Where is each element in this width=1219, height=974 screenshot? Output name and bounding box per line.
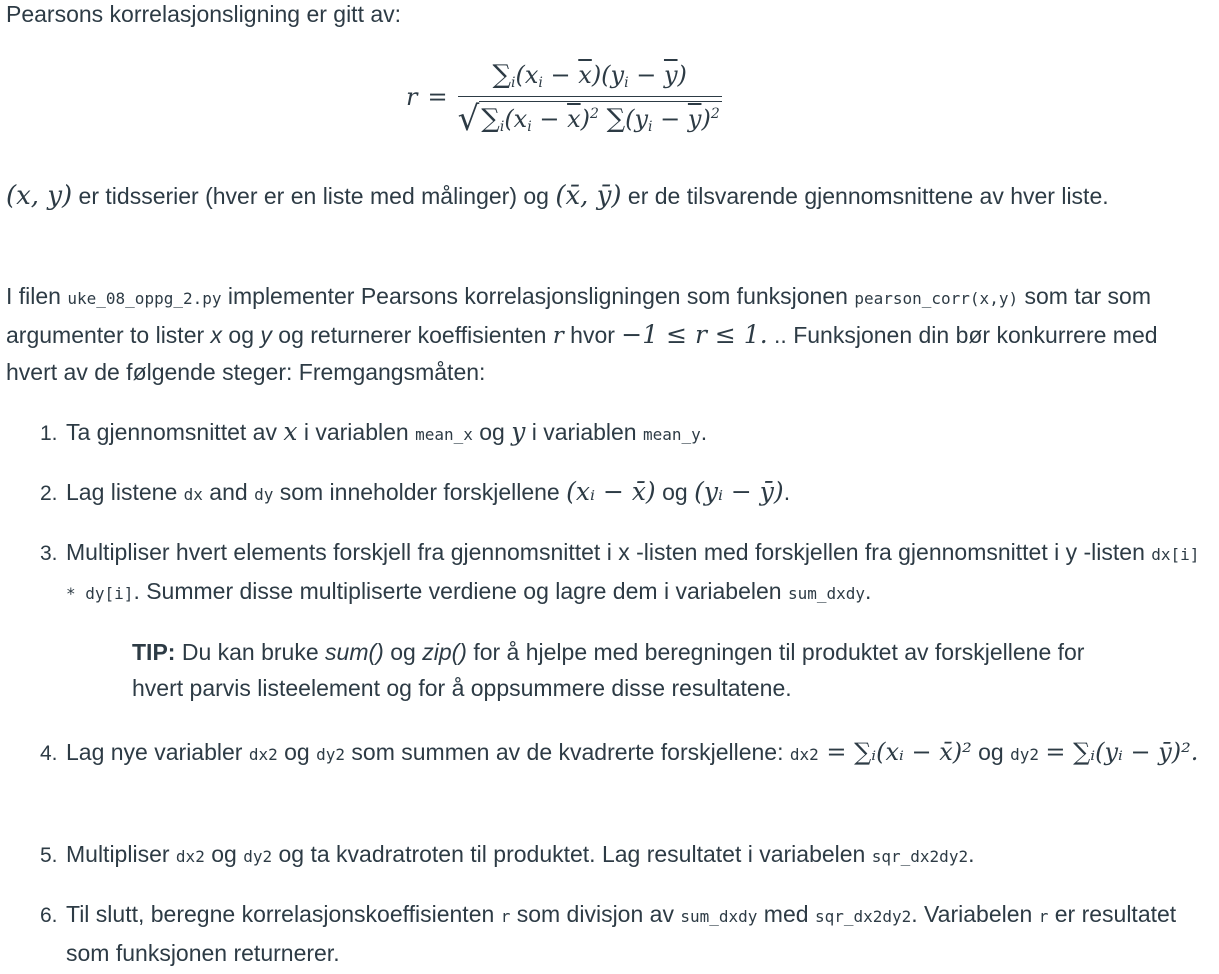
- formula-numerator: $\sum_i(x_i - \overline{x})(y_i - \overline{y})$: [492, 60, 687, 91]
- step-number: 5.: [40, 844, 58, 867]
- list-item: [40, 414, 1210, 452]
- para2-t1: I filen: [6, 283, 68, 309]
- step-text: Lag listene dx and dy som inneholder forskjellene (xᵢ − x̄) og (yᵢ − ȳ).: [66, 477, 791, 506]
- para2-r: r: [552, 323, 564, 349]
- tip-label: TIP:: [132, 639, 176, 665]
- math-xy: (x, y): [6, 181, 73, 211]
- pearson-formula: [406, 58, 722, 139]
- step-text: Lag nye variabler dx2 og dy2 som summen av de kvadrerte forskjellene: dx2 = ∑ᵢ(xᵢ − x̄)² og dy2 = ∑ᵢ(yᵢ − ȳ)².: [66, 738, 1199, 766]
- tip-box: TIP: Du kan bruke sum() og zip() for å hjelpe med beregningen til produktet av forskjellene for hvert parvis listeelement og for å oppsummere disse resultatene.: [132, 639, 1085, 701]
- filename-code: uke_08_oppg_2.py: [67, 289, 222, 308]
- para2-x: x: [210, 322, 223, 348]
- step-number: 2.: [40, 482, 58, 505]
- step-number: 1.: [40, 422, 58, 445]
- para1-text2: er de tilsvarende gjennomsnittene av hver liste.: [621, 183, 1109, 209]
- list-item: [40, 534, 1210, 604]
- step-number: 3.: [40, 542, 58, 565]
- step-text: Til slutt, beregne korrelasjonskoeffisienten r som divisjon av sum_dxdy med sqr_dx2dy2. Variabelen r er resultatet som funksjonen returnerer.: [66, 901, 1177, 966]
- para2-t4: og: [222, 322, 261, 348]
- para2-t3: som tar som argumenter to lister: [6, 283, 1152, 348]
- para2-t5: og returnerer koeffisienten: [271, 322, 553, 348]
- list-item: [40, 896, 1210, 966]
- para2-t6: hvor: [563, 322, 622, 348]
- list-item: [40, 836, 1210, 874]
- paragraph-task: [6, 278, 1211, 390]
- step-text: Multipliser dx2 og dy2 og ta kvadratroten til produktet. Lag resultatet i variabelen sqr_dx2dy2.: [66, 841, 975, 867]
- para2-y: y: [260, 322, 272, 348]
- formula-lhs: r: [406, 83, 418, 111]
- para2-range: −1 ≤ r ≤ 1.: [621, 320, 768, 349]
- formula-eq: =: [427, 83, 448, 111]
- step-number: 6.: [40, 904, 58, 927]
- list-item: [40, 474, 1210, 512]
- formula-fraction: [457, 58, 722, 139]
- list-item: [40, 734, 1210, 772]
- step-text: Ta gjennomsnittet av x i variablen mean_x og y i variablen mean_y.: [66, 417, 708, 446]
- math-mean-xy: (x̄, ȳ): [555, 181, 622, 211]
- paragraph-timeseries: [6, 178, 1211, 214]
- step-text: Multipliser hvert elements forskjell fra gjennomsnittet i x -listen med forskjellen fra gjennomsnittet i y -listen dx[i] * dy[i]. Summer disse multipliserte verdiene og lagre dem i variabelen sum_dxdy.: [66, 539, 1200, 604]
- intro-text: Pearsons korrelasjonsligning er gitt av:: [6, 1, 402, 27]
- para2-t7: .. Funksjonen din bør konkurrere med hvert av de følgende steger: Fremgangsmåten:: [6, 322, 1158, 385]
- para1-text1: er tidsserier (hver er en liste med målinger) og: [72, 183, 556, 209]
- para2-t2: implementer Pearsons korrelasjonsligningen som funksjonen: [221, 283, 855, 309]
- formula-denominator: √ $\sum_i(x_i - \overline{x})^2$ $\sum(y_i - \overline{y})^2$: [458, 96, 722, 136]
- function-code: pearson_corr(x,y): [854, 289, 1019, 308]
- step-number: 4.: [40, 742, 58, 765]
